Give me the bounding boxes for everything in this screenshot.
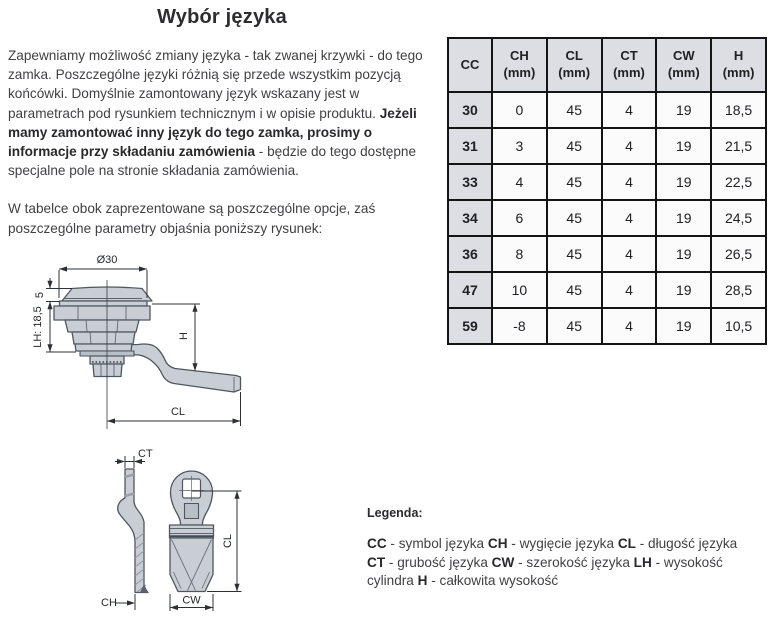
cam-body — [170, 538, 213, 592]
text-segment: - wysokość cylindra — [367, 554, 723, 589]
dimension-ct — [115, 448, 153, 468]
table-cell: 45 — [547, 92, 602, 128]
cl-label: CL — [170, 406, 186, 418]
table-cell: 45 — [547, 236, 602, 272]
intro-section — [8, 6, 436, 257]
bold-text-segment: H — [417, 573, 428, 589]
dimension-ch — [101, 594, 135, 610]
table-cell: 4 — [602, 200, 657, 236]
cam-front-view — [170, 471, 214, 592]
row-header-cc: 47 — [448, 272, 492, 308]
text-segment: - szerokość języka — [514, 554, 634, 570]
dimension-cw — [170, 594, 213, 611]
ch-label: CH — [101, 597, 117, 609]
legend-heading: Legenda: — [367, 506, 423, 520]
table-cell: 18,5 — [711, 92, 766, 128]
head-height-label: 5 — [34, 291, 46, 299]
bold-text-segment: CW — [491, 554, 515, 570]
table-cell: 4 — [492, 164, 547, 200]
row-header-cc: 36 — [448, 236, 492, 272]
column-header-cl: CL (mm) — [547, 38, 602, 92]
options-table — [447, 37, 767, 345]
row-header-cc: 31 — [448, 128, 492, 164]
table-cell: 28,5 — [711, 272, 766, 308]
table-row — [448, 236, 766, 272]
ct-label: CT — [138, 448, 153, 460]
bold-text-segment: Jeżeli mamy zamontować inny język do tego zamka, prosimy o informacje przy składaniu zamówienia — [8, 105, 417, 160]
lock-nut — [54, 306, 150, 320]
cam-side-profile — [118, 469, 148, 593]
text-segment: - grubość języka — [385, 554, 492, 570]
cam-views-drawing — [85, 443, 255, 623]
table-cell: 45 — [547, 308, 602, 344]
table-cell: 45 — [547, 272, 602, 308]
text-segment: - wygięcie języka — [507, 536, 618, 551]
table-cell: 4 — [602, 128, 657, 164]
legend-section — [367, 506, 741, 591]
bold-text-segment: CH — [487, 536, 508, 551]
column-header-cw: CW (mm) — [656, 38, 711, 92]
table-cell: 19 — [656, 308, 711, 344]
cl-front-label: CL — [222, 533, 234, 549]
table-row — [448, 272, 766, 308]
row-header-cc: 30 — [448, 92, 492, 128]
intro-paragraph-2 — [8, 199, 436, 237]
table-cell: 19 — [656, 200, 711, 236]
text-segment: - będzie do tego dostępne specjalne pole na stronie składania zamówienia. — [8, 144, 417, 179]
column-header-h: H (mm) — [711, 38, 766, 92]
table-cell: -8 — [492, 308, 547, 344]
dimension-cl — [107, 392, 241, 426]
cam-boss — [185, 504, 199, 519]
h-label: H — [178, 332, 190, 340]
bold-text-segment: LH — [633, 554, 652, 570]
table-cell: 10,5 — [711, 308, 766, 344]
table-cell: 45 — [547, 164, 602, 200]
row-header-cc: 33 — [448, 164, 492, 200]
diameter-label: Ø30 — [96, 254, 118, 266]
cw-label: CW — [182, 594, 201, 607]
table-row — [448, 308, 766, 344]
text-segment: - długość języka — [635, 536, 738, 551]
table-cell: 45 — [547, 128, 602, 164]
table-cell: 10 — [492, 272, 547, 308]
table-cell: 4 — [602, 236, 657, 272]
table-cell: 4 — [602, 308, 657, 344]
table-cell: 3 — [492, 128, 547, 164]
bold-text-segment: CL — [617, 536, 636, 551]
lock-body-tier3 — [75, 344, 132, 351]
table-cell: 22,5 — [711, 164, 766, 200]
table-cell: 19 — [656, 92, 711, 128]
table-cell: 4 — [602, 164, 657, 200]
bold-text-segment: CT — [367, 554, 386, 570]
legend-text — [367, 535, 741, 591]
lock-body — [54, 287, 152, 377]
row-header-cc: 59 — [448, 308, 492, 344]
cam-arm — [118, 344, 241, 392]
table-cell: 21,5 — [711, 128, 766, 164]
table-cell: 19 — [656, 164, 711, 200]
table-cell: 4 — [602, 272, 657, 308]
text-segment: - całkowita wysokość — [427, 573, 559, 589]
column-header-ch: CH (mm) — [492, 38, 547, 92]
table-row — [448, 92, 766, 128]
bold-text-segment: CC — [367, 536, 387, 551]
table-cell: 26,5 — [711, 236, 766, 272]
lock-body-tier1 — [65, 320, 139, 332]
table-cell: 24,5 — [711, 200, 766, 236]
lh-label: LH: 18,5 — [32, 306, 44, 348]
table-row — [448, 200, 766, 236]
intro-paragraph-1 — [8, 46, 436, 180]
table-cell: 4 — [602, 92, 657, 128]
table-cell: 0 — [492, 92, 547, 128]
column-header-ct: CT (mm) — [602, 38, 657, 92]
text-segment: W tabelce obok zaprezentowane są poszczególne opcje, zaś poszczególne parametry objaśnia poniższy rysunek: — [8, 201, 376, 236]
text-segment: Zapewniamy możliwość zmiany języka - tak zwanej krzywki - do tego zamka. Poszczególne języki różnią się przede wszystkim pozycją końcówki. Domyślnie zamontowany język wskazany jest w parametrach pod rysunkiem technicznym i w opisie produktu. — [8, 48, 423, 121]
page-title: Wybór języka — [157, 6, 287, 28]
table-cell: 19 — [656, 236, 711, 272]
lock-body-tier2 — [72, 332, 135, 344]
table-row — [448, 164, 766, 200]
table-cell: 6 — [492, 200, 547, 236]
lock-bottom-nut — [93, 364, 122, 377]
table-cell: 45 — [547, 200, 602, 236]
text-segment: - symbol języka — [386, 536, 488, 551]
lock-head-flange — [60, 301, 148, 306]
table-cell: 19 — [656, 128, 711, 164]
column-header-cc: CC — [448, 38, 492, 92]
lock-side-view-drawing — [10, 243, 260, 443]
table-cell: 8 — [492, 236, 547, 272]
row-header-cc: 34 — [448, 200, 492, 236]
table-cell: 19 — [656, 272, 711, 308]
table-row — [448, 128, 766, 164]
